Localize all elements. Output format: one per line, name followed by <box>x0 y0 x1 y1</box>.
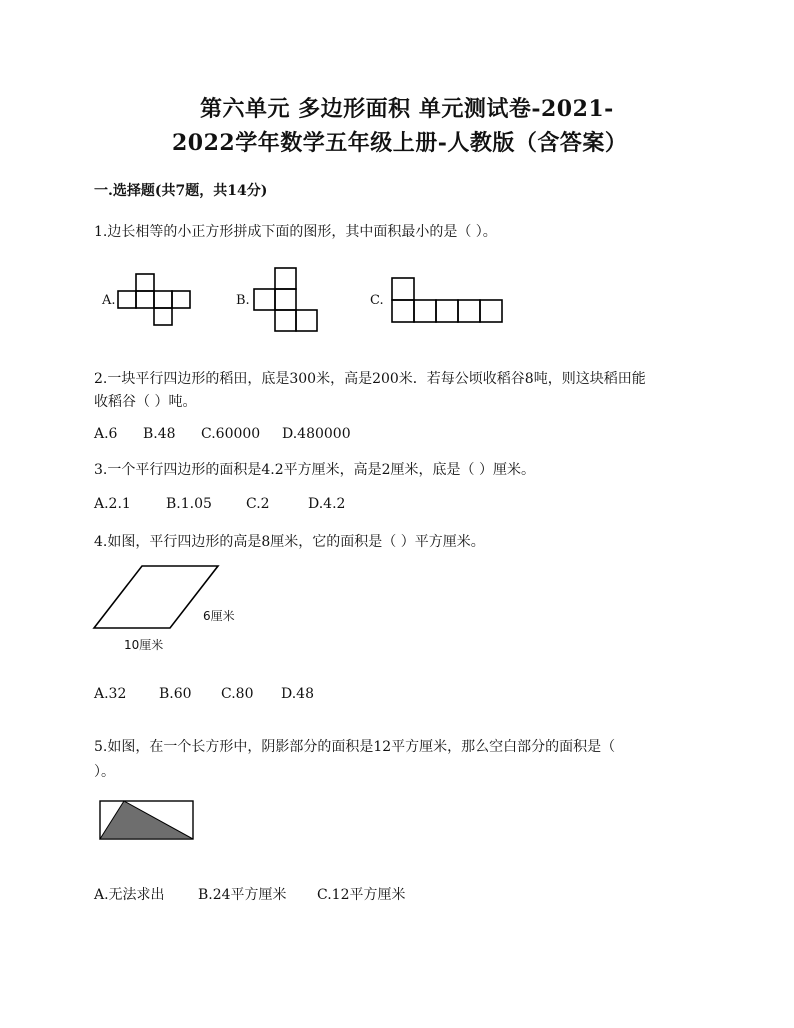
q4-side-label: 6厘米 <box>203 609 235 623</box>
q1-figure-b-label: B. <box>236 293 250 308</box>
q1-figure-b <box>254 268 318 332</box>
q4-base-label: 10厘米 <box>124 638 164 652</box>
q1-figure-a <box>118 274 192 326</box>
q3-option-c: C.2 <box>246 496 270 512</box>
q5-option-b: B.24平方厘米 <box>198 887 287 903</box>
q4-option-b: B.60 <box>159 686 192 702</box>
q5-option-c: C.12平方厘米 <box>317 887 406 903</box>
question-5-text-line2: ）。 <box>94 764 115 780</box>
q5-rectangle-figure <box>99 800 195 840</box>
question-2-text-line1: 2.一块平行四边形的稻田，底是300米，高是200米．若每公顷收稻谷8吨，则这块稻田能 <box>94 371 646 387</box>
question-3-text: 3.一个平行四边形的面积是4.2平方厘米，高是2厘米，底是（ ）厘米。 <box>94 462 535 478</box>
question-2-text-line2: 收稻谷（ ）吨。 <box>94 394 197 410</box>
q4-option-a: A.32 <box>94 686 127 702</box>
q3-option-a: A.2.1 <box>94 496 131 512</box>
q5-option-a: A.无法求出 <box>94 887 165 903</box>
q3-option-d: D.4.2 <box>308 496 346 512</box>
q4-option-c: C.80 <box>221 686 254 702</box>
q1-figure-a-label: A. <box>102 293 116 308</box>
q2-option-c: C.60000 <box>201 426 261 442</box>
question-4-text: 4.如图，平行四边形的高是8厘米，它的面积是（ ）平方厘米。 <box>94 534 485 550</box>
q2-option-a: A.6 <box>94 426 118 442</box>
q2-option-d: D.480000 <box>282 426 351 442</box>
q4-parallelogram-figure <box>90 564 220 630</box>
question-1-text: 1.边长相等的小正方形拼成下面的图形，其中面积最小的是（ ）。 <box>94 224 497 240</box>
q2-option-b: B.48 <box>143 426 176 442</box>
q1-figure-c-label: C. <box>370 293 384 308</box>
section-heading: 一.选择题(共7题，共14分) <box>94 183 268 199</box>
page-title-line2: 2022学年数学五年级上册-人教版（含答案） <box>172 130 628 156</box>
page-title-line1: 第六单元 多边形面积 单元测试卷-2021- <box>200 96 614 122</box>
q1-figure-c <box>392 278 504 324</box>
q3-option-b: B.1.05 <box>166 496 212 512</box>
q4-option-d: D.48 <box>281 686 314 702</box>
question-5-text-line1: 5.如图，在一个长方形中，阴影部分的面积是12平方厘米，那么空白部分的面积是（ <box>94 739 616 755</box>
